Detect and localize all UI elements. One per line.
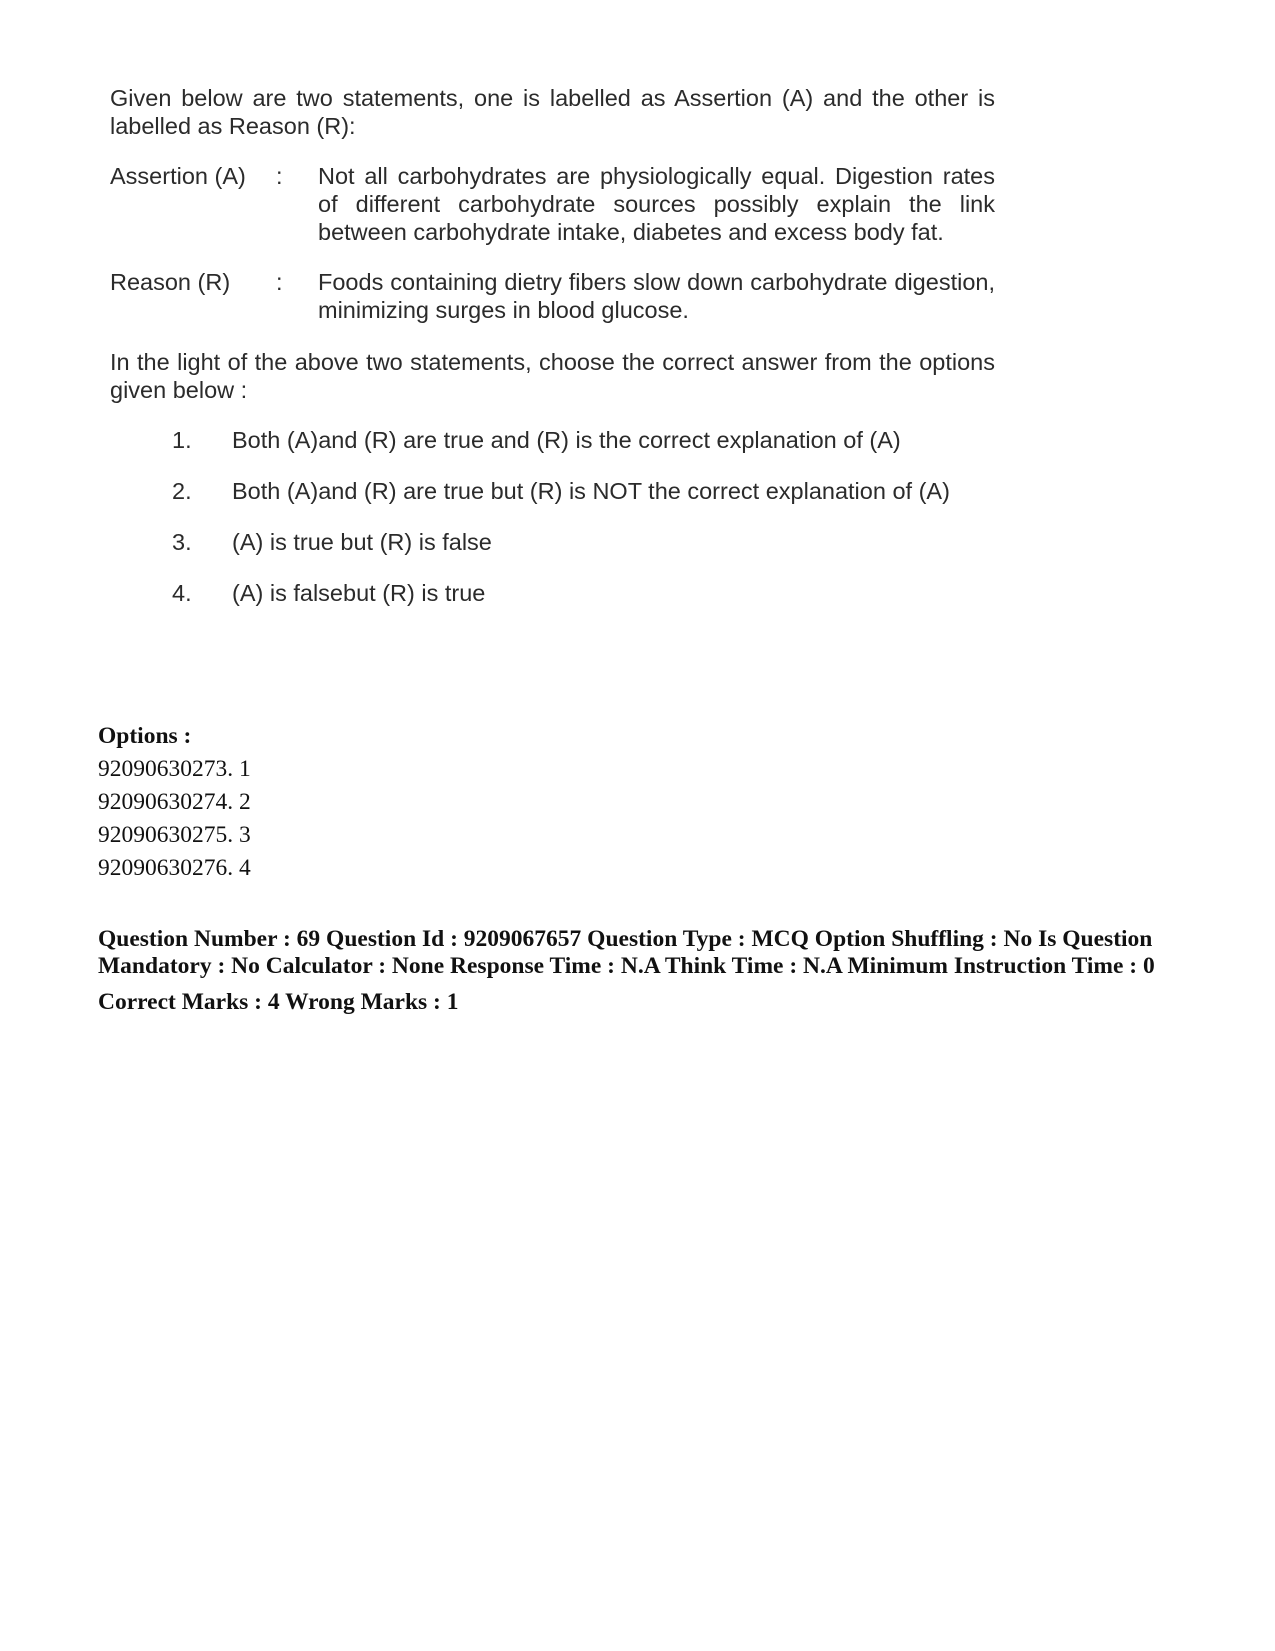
choice-number: 4. <box>172 580 192 606</box>
option-id-line: 92090630276. 4 <box>98 855 251 881</box>
question-intro: Given below are two statements, one is labelled as Assertion (A) and the other is labelled as Reason (R): <box>110 85 995 139</box>
assertion-text: Not all carbohydrates are physiologically equal. Digestion rates of different carbohydrate sources possibly explain the link between carbohydrate intake, diabetes and excess body fat. <box>318 163 995 245</box>
reason-statement <box>110 268 995 324</box>
assertion-label: Assertion (A) <box>110 163 246 189</box>
choice-text: Both (A)and (R) are true and (R) is the correct explanation of (A) <box>232 427 901 453</box>
option-id-line: 92090630275. 3 <box>98 822 251 848</box>
answer-choice <box>110 426 995 454</box>
choice-number: 3. <box>172 529 192 555</box>
question-metadata <box>98 720 1188 1019</box>
choice-text: (A) is falsebut (R) is true <box>232 580 486 606</box>
options-heading: Options : <box>98 723 192 749</box>
marks-line: Correct Marks : 4 Wrong Marks : 1 <box>98 989 459 1015</box>
assertion-colon: : <box>276 163 283 189</box>
answer-choice <box>110 528 995 556</box>
option-id-line: 92090630274. 2 <box>98 789 251 815</box>
reason-text: Foods containing dietry fibers slow down carbohydrate digestion, minimizing surges in blood glucose. <box>318 269 995 323</box>
answer-choice <box>110 477 995 505</box>
choice-number: 2. <box>172 478 192 504</box>
choice-number: 1. <box>172 427 192 453</box>
choice-text: Both (A)and (R) are true but (R) is NOT the correct explanation of (A) <box>232 478 950 504</box>
answer-choices <box>110 426 995 607</box>
reason-colon: : <box>276 269 283 295</box>
question-image <box>110 84 995 630</box>
answer-choice <box>110 579 995 607</box>
choice-text: (A) is true but (R) is false <box>232 529 492 555</box>
reason-label: Reason (R) <box>110 269 231 295</box>
option-id-line: 92090630273. 1 <box>98 756 251 782</box>
next-question-info: Question Number : 69 Question Id : 9209067657 Question Type : MCQ Option Shuffling : No Is Question Mandatory : No Calculator : None Response Time : N.A Think Time : N.A Minimum Instruction Time : 0 <box>98 926 1155 979</box>
question-instruction: In the light of the above two statements, choose the correct answer from the options given below : <box>110 349 995 403</box>
assertion-statement <box>110 162 995 246</box>
